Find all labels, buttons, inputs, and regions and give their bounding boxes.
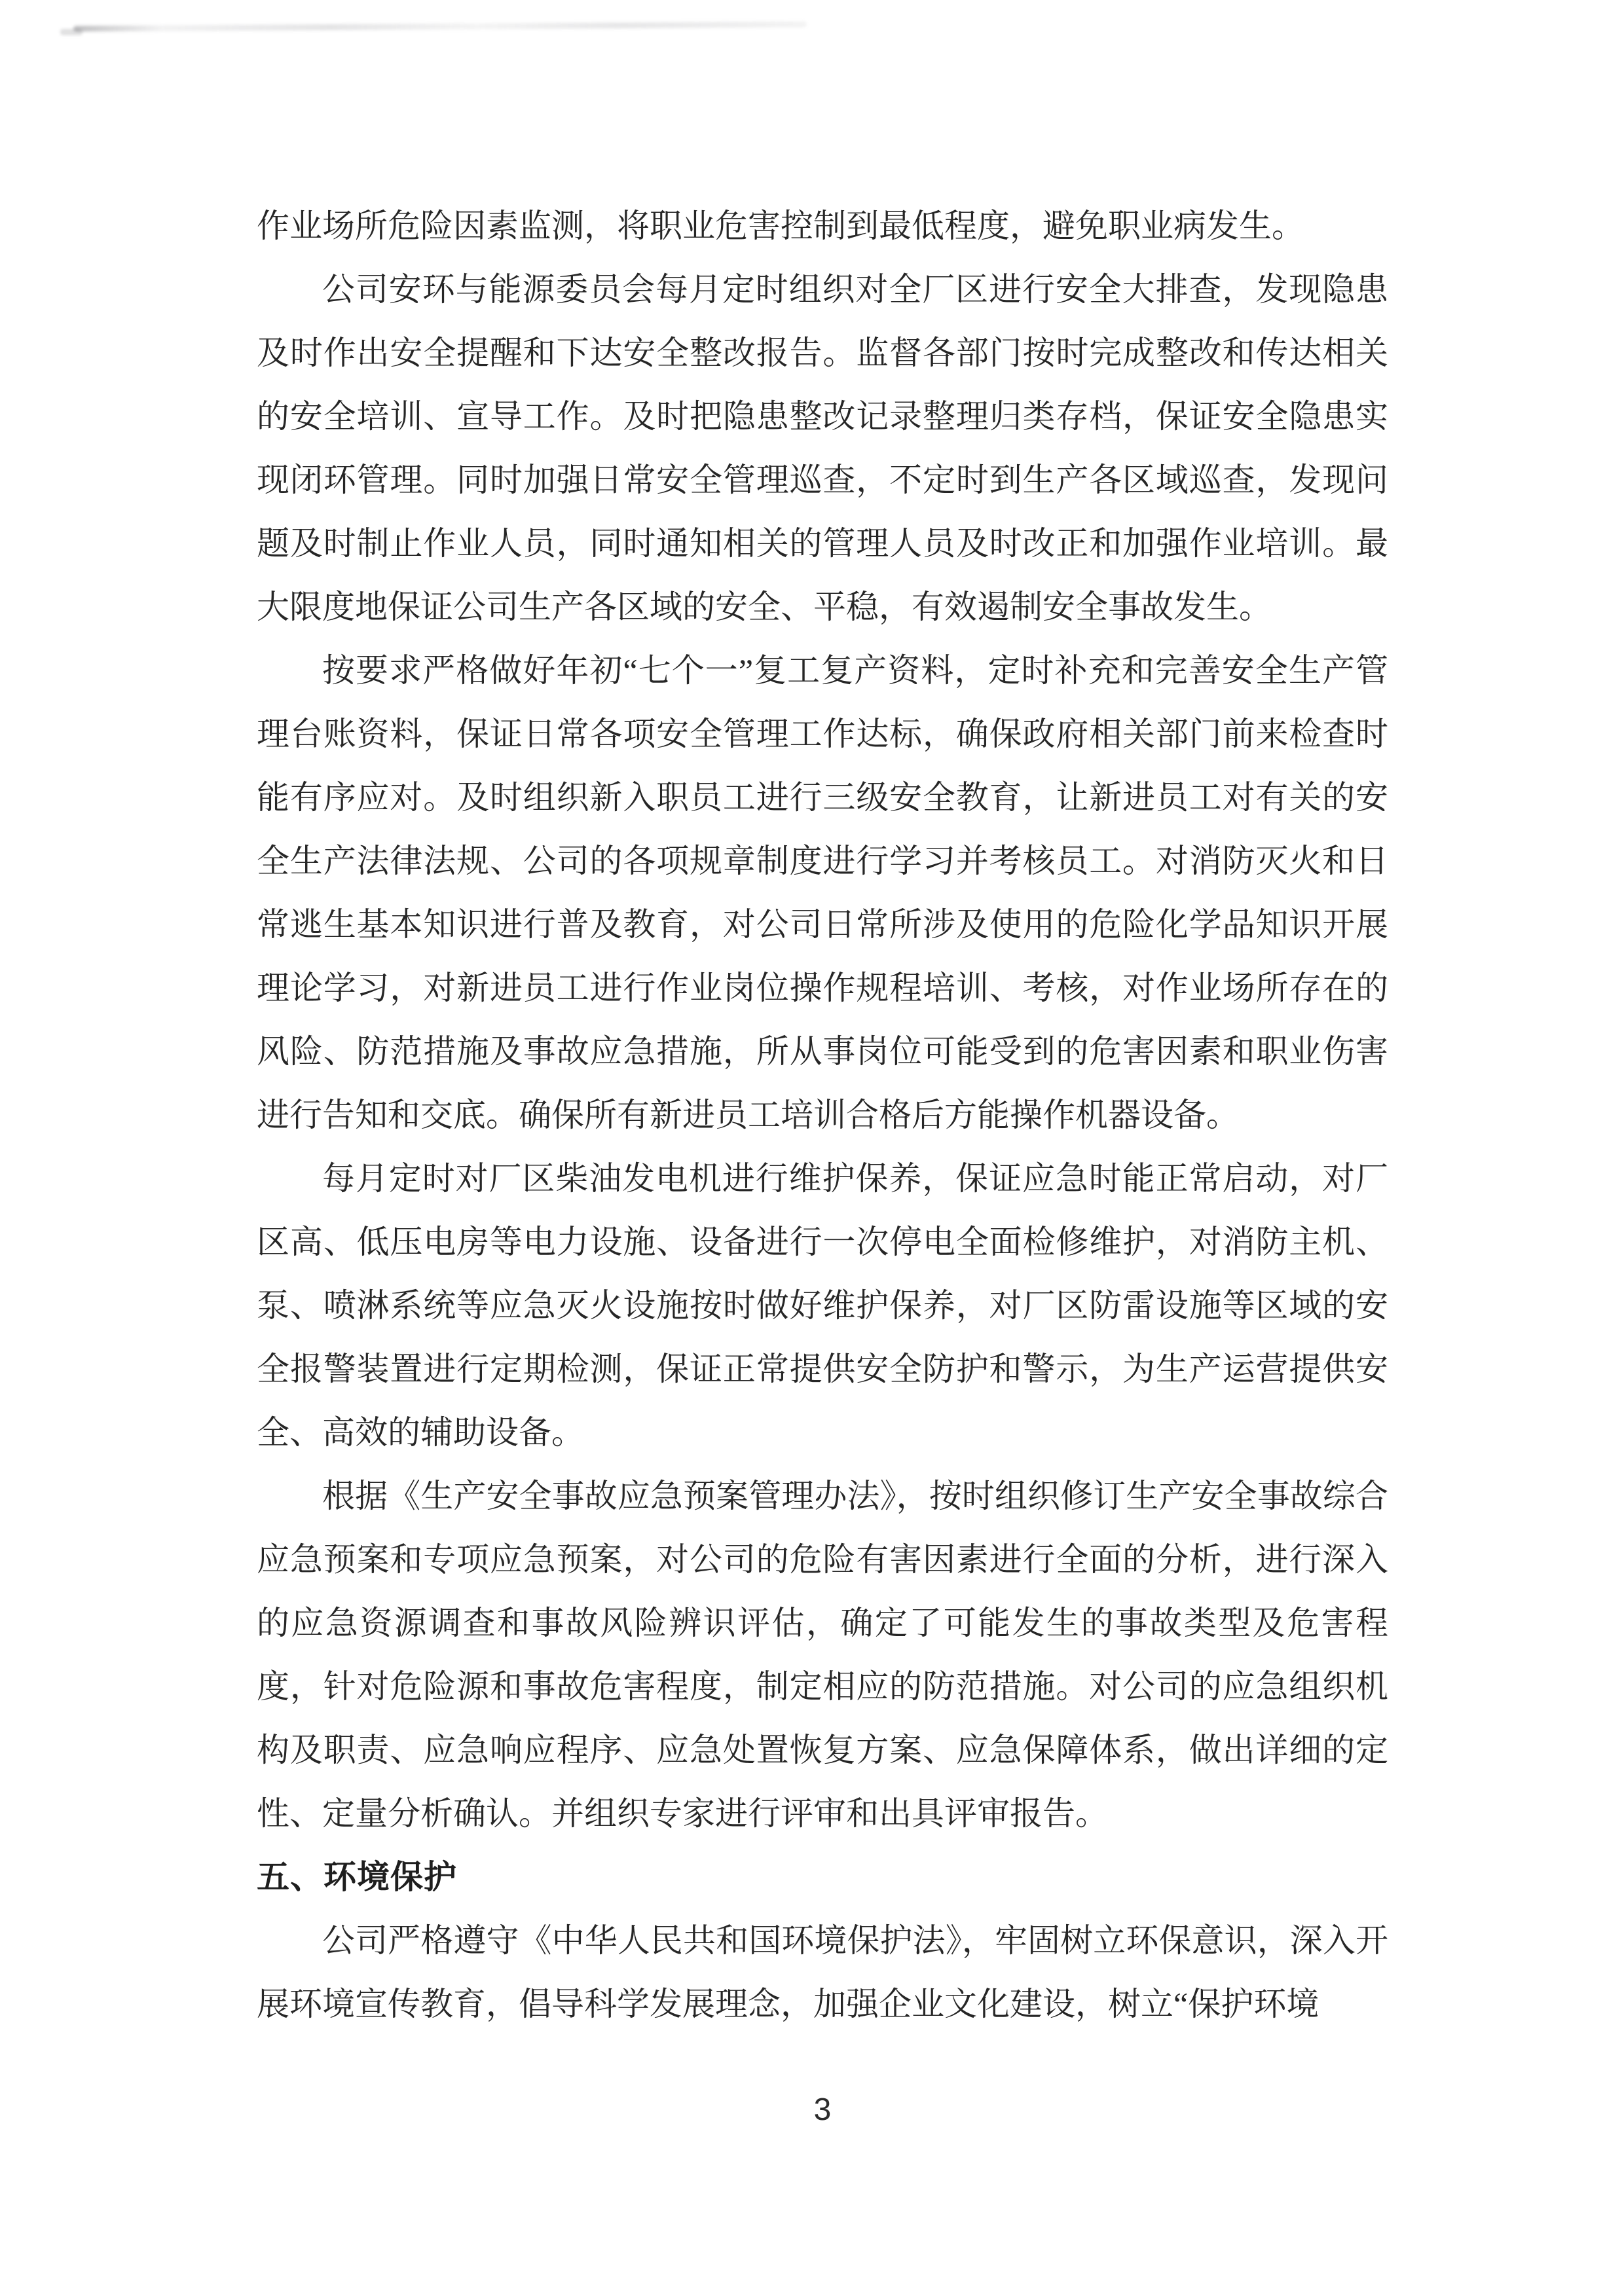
body-paragraph: 根据《生产安全事故应急预案管理办法》，按时组织修订生产安全事故综合应急预案和专项应急预案，对公司的危险有害因素进行全面的分析，进行深入的应急资源调查和事故风险辨识评估，确定了可能发生的事故类型及危害程度，针对危险源和事故危害程度，制定相应的防范措施。对公司的应急组织机构及职责、应急响应程序、应急处置恢复方案、应急保障体系，做出详细的定性、定量分析确认。并组织专家进行评审和出具评审报告。: [257, 1478, 1388, 1832]
page-number: 3: [813, 2092, 832, 2127]
body-paragraph: 公司安环与能源委员会每月定时组织对全厂区进行安全大排查，发现隐患及时作出安全提醒和下达安全整改报告。监督各部门按时完成整改和传达相关的安全培训、宣导工作。及时把隐患整改记录整理归类存档，保证安全隐患实现闭环管理。同时加强日常安全管理巡查，不定时到生产各区域巡查，发现问题及时制止作业人员，同时通知相关的管理人员及时改正和加强作业培训。最大限度地保证公司生产各区域的安全、平稳，有效遏制安全事故发生。: [257, 271, 1388, 625]
section-heading: 五、环境保护: [257, 1859, 457, 1895]
body-paragraph: 每月定时对厂区柴油发电机进行维护保养，保证应急时能正常启动，对厂区高、低压电房等电力设施、设备进行一次停电全面检修维护，对消防主机、泵、喷淋系统等应急灭火设施按时做好维护保养，对厂区防雷设施等区域的安全报警装置进行定期检测，保证正常提供安全防护和警示，为生产运营提供安全、高效的辅助设备。: [257, 1160, 1388, 1451]
body-paragraph: 作业场所危险因素监测，将职业危害控制到最低程度，避免职业病发生。: [257, 208, 1304, 244]
document-body: [257, 194, 1388, 2036]
body-paragraph: 公司严格遵守《中华人民共和国环境保护法》，牢固树立环保意识，深入开展环境宣传教育，倡导科学发展理念，加强企业文化建设，树立“保护环境: [257, 1922, 1388, 2022]
scan-artifact: [73, 22, 807, 32]
body-paragraph: 按要求严格做好年初“七个一”复工复产资料，定时补充和完善安全生产管理台账资料，保证日常各项安全管理工作达标，确保政府相关部门前来检查时能有序应对。及时组织新入职员工进行三级安全教育，让新进员工对有关的安全生产法律法规、公司的各项规章制度进行学习并考核员工。对消防灭火和日常逃生基本知识进行普及教育，对公司日常所涉及使用的危险化学品知识开展理论学习，对新进员工进行作业岗位操作规程培训、考核，对作业场所存在的风险、防范措施及事故应急措施，所从事岗位可能受到的危害因素和职业伤害进行告知和交底。确保所有新进员工培训合格后方能操作机器设备。: [257, 652, 1388, 1133]
